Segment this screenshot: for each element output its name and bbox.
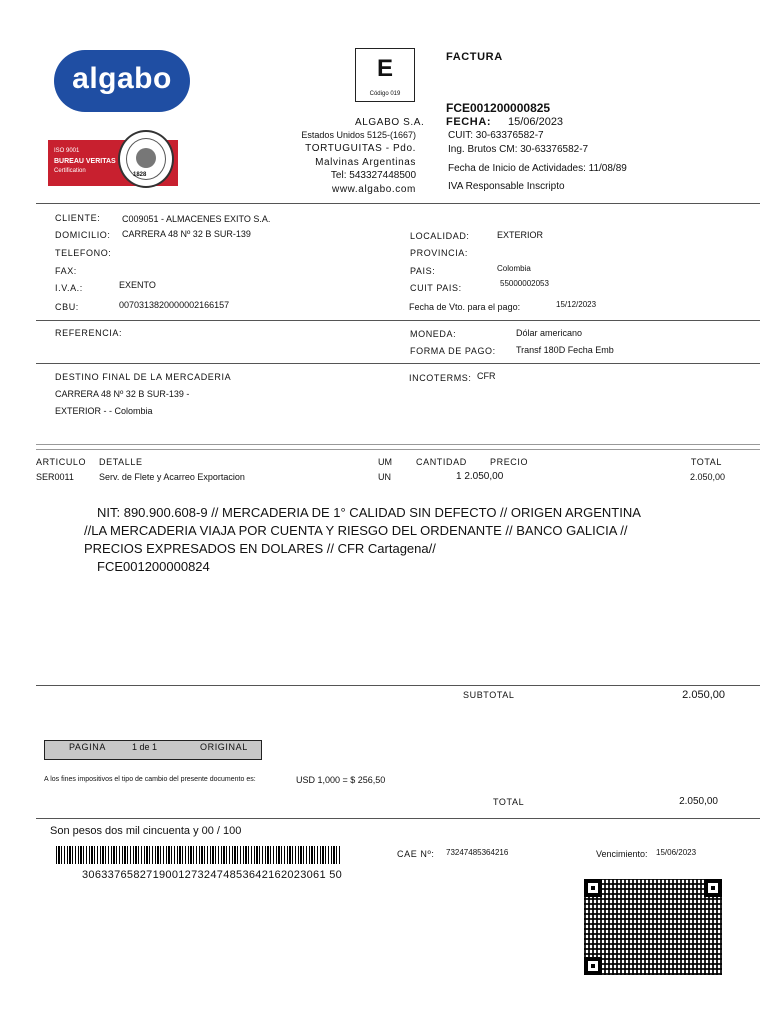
barcode-icon	[56, 846, 340, 864]
observations-text	[84, 504, 644, 576]
provincia-label: PROVINCIA:	[410, 248, 469, 258]
cliente-value: C009051 - ALMACENES EXITO S.A.	[122, 214, 271, 224]
subtotal-label: SUBTOTAL	[463, 690, 515, 700]
cuit-pais-label: CUIT PAIS:	[410, 283, 462, 293]
row-total: 2.050,00	[689, 472, 725, 482]
cbu-value: 0070313820000002166157	[119, 300, 230, 310]
pais-label: PAIS:	[410, 266, 436, 276]
invoice-code: Código 019	[369, 91, 401, 97]
incoterms-value: CFR	[477, 371, 496, 381]
row-articulo: SER0011	[36, 472, 74, 482]
forma-pago-label: FORMA DE PAGO:	[410, 346, 496, 356]
row-detalle: Serv. de Flete y Acarreo Exportacion	[99, 472, 245, 482]
vencimiento-label: Vencimiento:	[596, 849, 648, 859]
exchange-value: USD 1,000 = $ 256,50	[296, 775, 386, 785]
domicilio-value: CARRERA 48 Nº 32 B SUR-139	[122, 229, 251, 239]
row-cantidad-precio: 1 2.050,00	[456, 471, 504, 482]
observations: NIT: 890.900.608-9 // MERCADERIA DE 1° CALIDAD SIN DEFECTO // ORIGEN ARGENTINA //LA MERCADERIA VIAJA POR CUENTA Y RIESGO DEL ORDENANTE // BANCO GALICIA // PRECIOS EXPRESADOS EN DOLARES // CFR Cartagena//	[84, 505, 641, 556]
invoice-letter-box	[355, 48, 415, 102]
cuit-pais-value: 55000002053	[500, 279, 549, 288]
total-value: 2.050,00	[679, 796, 718, 807]
barcode-number: 30633765827190012732474853642162023061 50	[82, 869, 343, 881]
qr-code-icon	[584, 879, 722, 975]
bureau-veritas-seal-icon	[118, 130, 174, 188]
col-articulo: ARTICULO	[36, 457, 87, 467]
col-cantidad: CANTIDAD	[416, 457, 467, 467]
moneda-value: Dólar americano	[516, 328, 583, 338]
forma-pago-value: Transf 180D Fecha Emb	[516, 345, 614, 355]
iva-value: EXENTO	[119, 280, 156, 290]
pagina-label: PAGINA	[69, 742, 106, 752]
referencia-label: REFERENCIA:	[55, 328, 123, 338]
ing-brutos: Ing. Brutos CM: 30-63376582-7	[448, 144, 589, 155]
pagina-value: 1 de 1	[132, 742, 158, 752]
divider	[36, 363, 760, 364]
subtotal-value: 2.050,00	[682, 689, 725, 701]
invoice-type: FACTURA	[446, 51, 503, 63]
company-address1: Estados Unidos 5125-(1667)	[301, 130, 416, 140]
total-label: TOTAL	[493, 797, 525, 807]
divider	[36, 449, 760, 450]
destino-title: DESTINO FINAL DE LA MERCADERIA	[55, 372, 232, 382]
amount-in-words: Son pesos dos mil cincuenta y 00 / 100	[50, 825, 242, 837]
cert-line2: BUREAU VERITAS	[54, 158, 116, 165]
inicio-actividades: Fecha de Inicio de Actividades: 11/08/89	[448, 163, 627, 174]
iva-condition: IVA Responsable Inscripto	[448, 181, 565, 192]
fax-label: FAX:	[55, 266, 77, 276]
divider	[36, 444, 760, 445]
localidad-label: LOCALIDAD:	[410, 231, 470, 241]
col-total: TOTAL	[690, 457, 722, 467]
vto-label: Fecha de Vto. para el pago:	[409, 302, 521, 312]
col-precio: PRECIO	[490, 457, 529, 467]
company-web: www.algabo.com	[332, 184, 416, 195]
cbu-label: CBU:	[55, 302, 79, 312]
destino-line2: EXTERIOR - - Colombia	[55, 406, 153, 416]
fecha-value: 15/06/2023	[508, 116, 564, 128]
observations-ref: FCE001200000824	[97, 559, 210, 574]
cae-value: 73247485364216	[446, 848, 509, 857]
cae-label: CAE Nº:	[397, 849, 435, 859]
divider	[36, 685, 760, 686]
localidad-value: EXTERIOR	[497, 230, 544, 240]
company-address2: TORTUGUITAS - Pdo.	[305, 143, 416, 154]
vencimiento-value: 15/06/2023	[656, 848, 697, 857]
divider	[36, 320, 760, 321]
company-address3: Malvinas Argentinas	[315, 157, 416, 168]
cert-line1: ISO 9001	[54, 148, 80, 154]
iva-label: I.V.A.:	[55, 283, 83, 293]
col-detalle: DETALLE	[99, 457, 143, 467]
logo-text: algabo	[72, 62, 172, 95]
cert-line3: Certification	[54, 168, 86, 174]
destino-line1: CARRERA 48 Nº 32 B SUR-139 -	[55, 389, 190, 399]
exchange-note: A los fines impositivos el tipo de cambio del presente documento es:	[44, 776, 256, 783]
pais-value: Colombia	[497, 264, 531, 273]
domicilio-label: DOMICILIO:	[55, 230, 111, 240]
incoterms-label: INCOTERMS:	[409, 373, 472, 383]
divider	[36, 203, 760, 204]
invoice-number: FCE001200000825	[446, 101, 551, 115]
vto-value: 15/12/2023	[556, 300, 597, 309]
page-info-box	[44, 740, 262, 760]
company-name: ALGABO S.A.	[355, 117, 425, 128]
company-tel: Tel: 543327448500	[330, 170, 416, 181]
cuit: CUIT: 30-63376582-7	[448, 130, 544, 141]
col-um: UM	[378, 457, 392, 467]
original-label: ORIGINAL	[200, 742, 248, 752]
algabo-logo	[54, 50, 190, 112]
moneda-label: MONEDA:	[410, 329, 457, 339]
divider	[36, 818, 760, 819]
cliente-label: CLIENTE:	[55, 213, 101, 223]
telefono-label: TELEFONO:	[55, 248, 112, 258]
seal-year: 1828	[133, 172, 147, 178]
invoice-letter: E	[376, 55, 393, 82]
fecha-label: FECHA:	[446, 116, 492, 128]
row-um: UN	[378, 472, 391, 482]
